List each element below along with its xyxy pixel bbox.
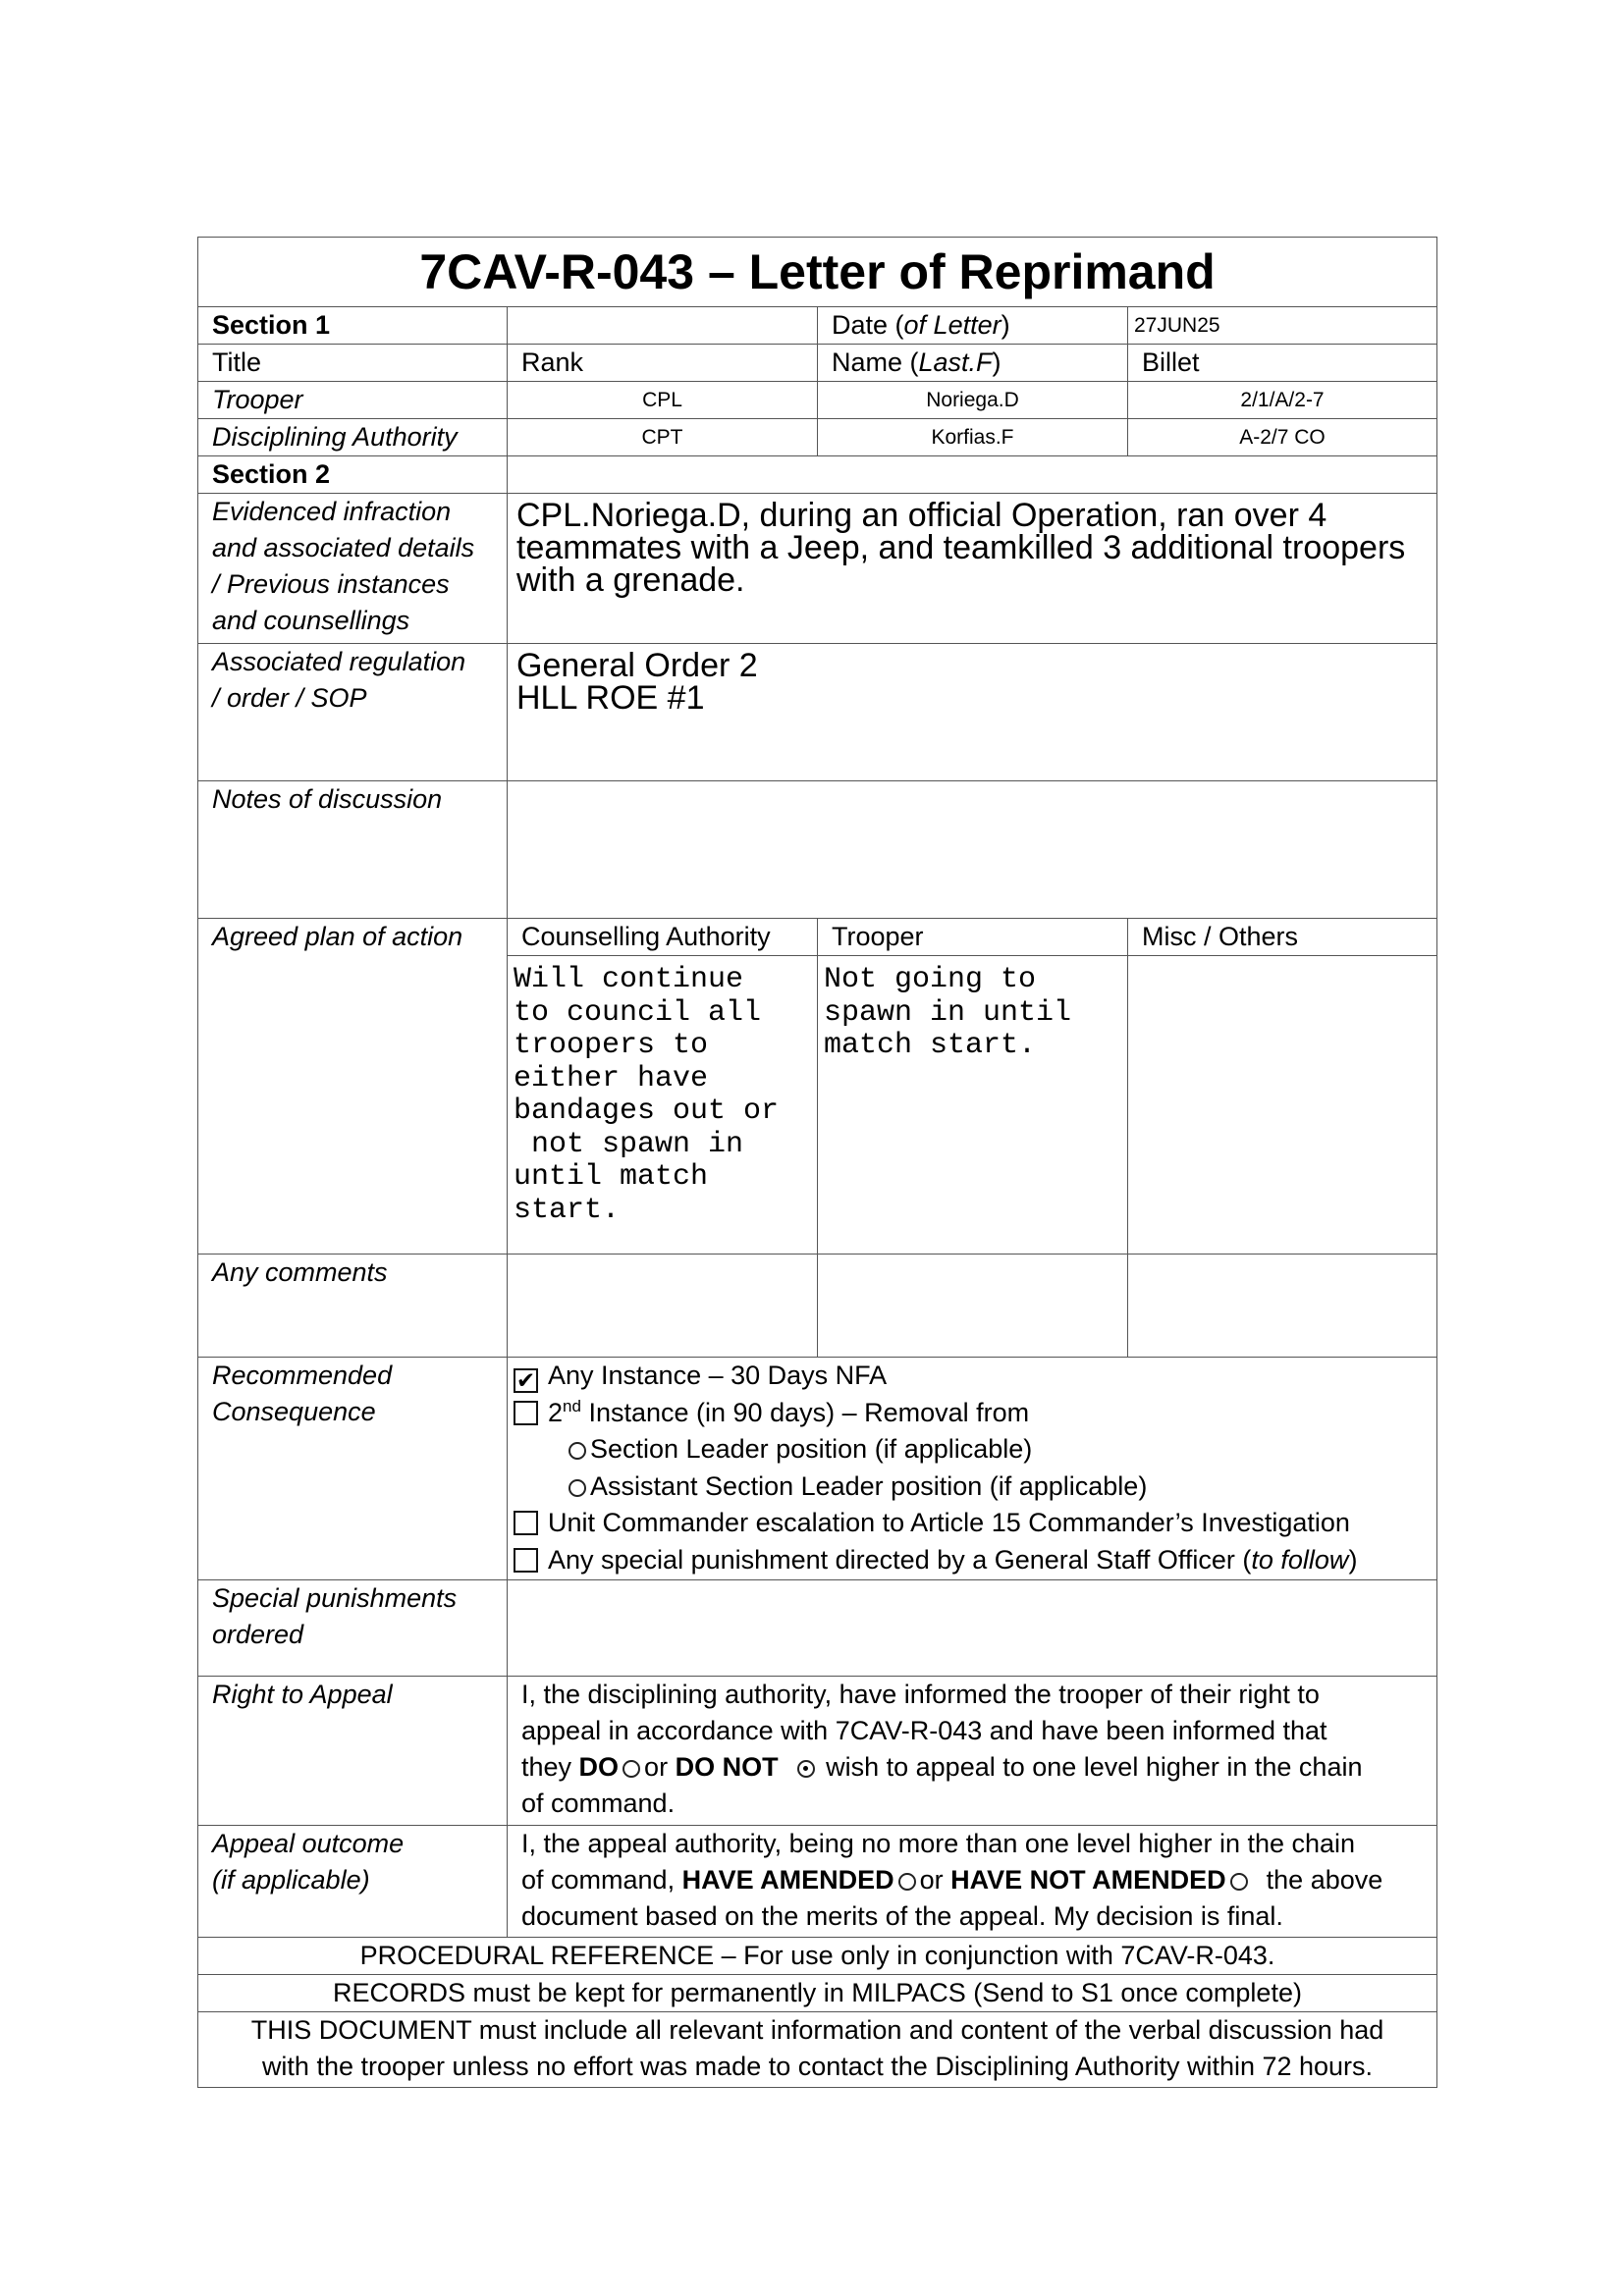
must-include-note: THIS DOCUMENT must include all relevant information and content of the verbal discussion had with the trooper unless no effort was made to contact the Disciplining Authority within 72 hours. (198, 2012, 1437, 2088)
col-billet-label: Billet (1128, 345, 1437, 382)
plan-col-trooper: Trooper (818, 919, 1128, 956)
regulation-text-field[interactable]: General Order 2 HLL ROE #1 (508, 644, 1437, 781)
outcome-row (198, 1826, 1437, 1938)
section-leader-radio[interactable] (568, 1442, 586, 1460)
comments-trooper-field[interactable] (818, 1255, 1128, 1358)
trooper-billet-field[interactable]: 2/1/A/2-7 (1128, 382, 1437, 419)
consequence-row (198, 1358, 1437, 1580)
date-value[interactable]: 27JUN25 (1128, 307, 1437, 345)
plan-label: Agreed plan of action (198, 919, 508, 1255)
records-row (198, 1975, 1437, 2012)
col-rank-label: Rank (508, 345, 818, 382)
section2-blank (508, 456, 1437, 494)
notes-row (198, 781, 1437, 919)
comments-label: Any comments (198, 1255, 508, 1358)
plan-trooper-field[interactable]: Not going to spawn in until match start. (818, 956, 1128, 1255)
col-name-label: Name (Last.F) (818, 345, 1128, 382)
section1-blank (508, 307, 818, 345)
outcome-label: Appeal outcome (if applicable) (198, 1826, 508, 1938)
trooper-label: Trooper (198, 382, 508, 419)
appeal-do-not-radio[interactable] (797, 1760, 815, 1778)
consequence-option-2: 2nd Instance (in 90 days) – Removal from (514, 1395, 1431, 1432)
consequence-option-4: Any special punishment directed by a General Staff Officer (to follow) (514, 1542, 1431, 1579)
trooper-rank-field[interactable]: CPL (508, 382, 818, 419)
plan-misc-field[interactable] (1128, 956, 1437, 1255)
section2-row (198, 456, 1437, 494)
column-header-row (198, 345, 1437, 382)
form-table (197, 237, 1437, 2088)
section1-label: Section 1 (198, 307, 508, 345)
reprimand-form (197, 237, 1436, 2088)
notes-label: Notes of discussion (198, 781, 508, 919)
special-text-field[interactable] (508, 1580, 1437, 1677)
comments-misc-field[interactable] (1128, 1255, 1437, 1358)
special-label: Special punishments ordered (198, 1580, 508, 1677)
outcome-text: I, the appeal authority, being no more than one level higher in the chain of command, HAVE AMENDED or HAVE NOT AMENDED the above document based on the merits of the appeal. My decision is final. (508, 1826, 1437, 1938)
authority-rank-field[interactable]: CPT (508, 419, 818, 456)
section1-row (198, 307, 1437, 345)
document-title: 7CAV-R-043 – Letter of Reprimand (198, 238, 1437, 307)
notes-text-field[interactable] (508, 781, 1437, 919)
title-row (198, 238, 1437, 307)
outcome-not-amended-radio[interactable] (1230, 1873, 1248, 1891)
assistant-section-leader-radio[interactable] (568, 1479, 586, 1497)
comments-authority-field[interactable] (508, 1255, 818, 1358)
regulation-row (198, 644, 1437, 781)
procedural-row (198, 1938, 1437, 1975)
consequence-option-3: Unit Commander escalation to Article 15 Commander’s Investigation (514, 1505, 1431, 1542)
comments-row (198, 1255, 1437, 1358)
records-note: RECORDS must be kept for permanently in MILPACS (Send to S1 once complete) (198, 1975, 1437, 2012)
consequence-checkbox-4[interactable] (514, 1548, 538, 1573)
appeal-text: I, the disciplining authority, have informed the trooper of their right to appeal in accordance with 7CAV-R-043 and have been informed that they DO or DO NOT wish to appeal to one level higher in the chain of command. (508, 1677, 1437, 1826)
consequence-option-1: ✔ Any Instance – 30 Days NFA (514, 1358, 1431, 1395)
plan-col-misc: Misc / Others (1128, 919, 1437, 956)
plan-col-authority: Counselling Authority (508, 919, 818, 956)
consequence-option-2a: Section Leader position (if applicable) (514, 1431, 1431, 1468)
plan-authority-field[interactable]: Will continue to council all troopers to either have bandages out or not spawn in until match start. (508, 956, 818, 1255)
authority-row (198, 419, 1437, 456)
authority-billet-field[interactable]: A-2/7 CO (1128, 419, 1437, 456)
authority-name-field[interactable]: Korfias.F (818, 419, 1128, 456)
infraction-text-field[interactable]: CPL.Noriega.D, during an official Operation, ran over 4 teammates with a Jeep, and teamkilled 3 additional troopers with a grenade. (508, 494, 1437, 644)
trooper-name-field[interactable]: Noriega.D (818, 382, 1128, 419)
consequence-checkbox-2[interactable] (514, 1401, 538, 1425)
consequence-label: Recommended Consequence (198, 1358, 508, 1580)
appeal-label: Right to Appeal (198, 1677, 508, 1826)
trooper-row (198, 382, 1437, 419)
section2-label: Section 2 (198, 456, 508, 494)
outcome-amended-radio[interactable] (898, 1873, 916, 1891)
must-include-row (198, 2012, 1437, 2088)
infraction-row (198, 494, 1437, 644)
consequence-checkbox-1[interactable]: ✔ (514, 1368, 538, 1393)
consequence-option-2b: Assistant Section Leader position (if applicable) (514, 1468, 1431, 1506)
col-title-label: Title (198, 345, 508, 382)
appeal-row (198, 1677, 1437, 1826)
special-row (198, 1580, 1437, 1677)
infraction-label: Evidenced infraction and associated details / Previous instances and counsellings (198, 494, 508, 644)
consequence-options (508, 1358, 1437, 1580)
date-label: Date (of Letter) (818, 307, 1128, 345)
regulation-label: Associated regulation / order / SOP (198, 644, 508, 781)
appeal-do-radio[interactable] (623, 1760, 640, 1778)
plan-header-row (198, 919, 1437, 956)
procedural-reference: PROCEDURAL REFERENCE – For use only in conjunction with 7CAV-R-043. (198, 1938, 1437, 1975)
consequence-checkbox-3[interactable] (514, 1511, 538, 1535)
authority-label: Disciplining Authority (198, 419, 508, 456)
